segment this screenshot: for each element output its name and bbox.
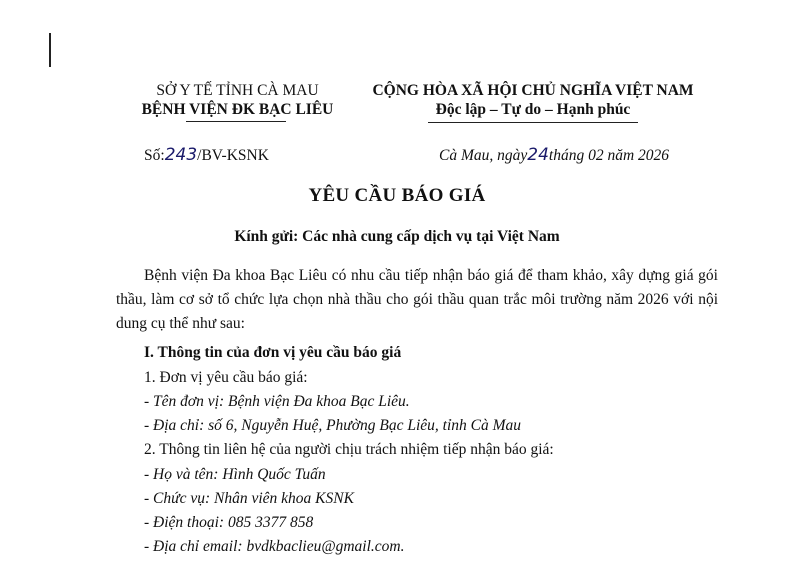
nation-title: CỘNG HÒA XÃ HỘI CHỦ NGHĨA VIỆT NAM — [372, 82, 694, 99]
document-title: YÊU CẦU BÁO GIÁ — [308, 185, 486, 206]
org-name: BỆNH VIỆN ĐK BẠC LIÊU — [141, 101, 334, 118]
unit-name: - Tên đơn vị: Bệnh viện Đa khoa Bạc Liêu. — [144, 393, 410, 410]
motto-underline — [428, 122, 638, 123]
contact-name: - Họ và tên: Hình Quốc Tuấn — [144, 466, 326, 483]
contact-position: - Chức vụ: Nhân viên khoa KSNK — [144, 490, 354, 507]
nation-motto: Độc lập – Tự do – Hạnh phúc — [435, 101, 631, 118]
contact-email: - Địa chỉ email: bvdkbaclieu@gmail.com. — [144, 538, 405, 555]
intro-paragraph: Bệnh viện Đa khoa Bạc Liêu có nhu cầu tiếp nhận báo giá để tham khảo, xây dựng giá gói thầu, làm cơ sở tổ chức lựa chọn nhà thầu cho gói thầu quan trắc môi trường năm 2026 với nội dung cụ thể như sau: — [116, 267, 718, 332]
recipient-line: Kính gửi: Các nhà cung cấp dịch vụ tại Việt Nam — [234, 228, 560, 245]
margin-mark — [49, 33, 51, 67]
date-handwritten: 24 — [527, 145, 549, 165]
section1-heading: I. Thông tin của đơn vị yêu cầu báo giá — [144, 344, 402, 361]
doc-number-handwritten: 243 — [164, 145, 198, 165]
org-underline — [186, 121, 286, 122]
date-before: Cà Mau, ngày — [439, 147, 528, 164]
section1-item2: 2. Thông tin liên hệ của người chịu trách nhiệm tiếp nhận báo giá: — [144, 441, 554, 458]
org-parent: SỞ Y TẾ TỈNH CÀ MAU — [156, 82, 319, 99]
doc-number-suffix: /BV-KSNK — [197, 147, 269, 164]
section1-item1: 1. Đơn vị yêu cầu báo giá: — [144, 369, 308, 386]
unit-address: - Địa chỉ: số 6, Nguyễn Huệ, Phường Bạc Liêu, tỉnh Cà Mau — [144, 417, 522, 434]
doc-number — [144, 145, 269, 165]
date-line — [439, 145, 669, 165]
contact-phone: - Điện thoại: 085 3377 858 — [144, 514, 314, 531]
doc-number-prefix: Số: — [144, 147, 165, 164]
date-after: tháng 02 năm 2026 — [548, 147, 670, 164]
